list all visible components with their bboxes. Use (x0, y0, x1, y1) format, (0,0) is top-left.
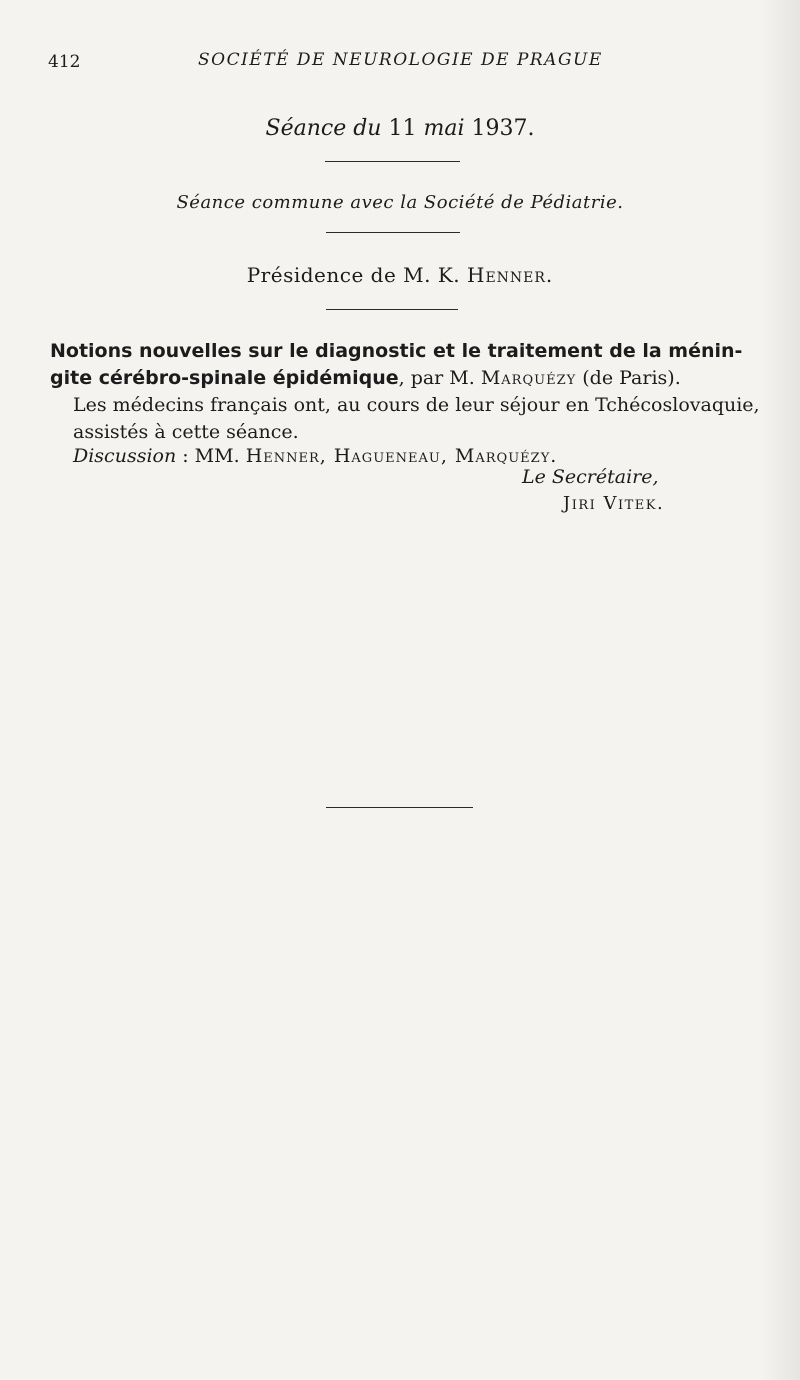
discussion-line (73, 443, 763, 470)
running-title: SOCIÉTÉ DE NEUROLOGIE DE PRAGUE (198, 50, 603, 70)
president-name: Henner. (467, 263, 554, 287)
session-month: mai (423, 116, 465, 141)
joint-session-line: Séance commune avec la Société de Pédiatrie. (176, 192, 624, 213)
discussion-separator: : MM. (176, 445, 240, 467)
presidency-line (0, 263, 800, 287)
divider-rule (326, 309, 458, 310)
session-title (0, 116, 800, 141)
signature-name: Jiri Vitek. (563, 493, 665, 514)
communication-title-bold: Notions nouvelles sur le diagnostic et le traitement de la ménin- gite cérébro-spinale épidémique (50, 340, 743, 389)
presidency-prefix: Présidence de M. K. (246, 263, 461, 287)
communication-by: , par M. (398, 367, 475, 389)
discussion-names: Henner, Hagueneau, Marquézy. (245, 445, 558, 467)
session-year: 1937. (471, 116, 535, 141)
discussion-label: Discussion (73, 445, 177, 467)
communication-author-origin: (de Paris). (582, 367, 681, 389)
session-title-prefix: Séance du (265, 116, 382, 141)
page-number: 412 (48, 52, 81, 72)
body-line: assistés à cette séance. (73, 421, 299, 443)
running-header (48, 48, 748, 78)
divider-rule (326, 232, 460, 233)
signature-role: Le Secrétaire, (522, 466, 659, 488)
communication-title (50, 338, 755, 392)
divider-rule (325, 161, 460, 162)
body-line: Les médecins français ont, au cours de leur séjour en Tchécoslovaquie, (73, 394, 760, 416)
end-divider-rule (326, 807, 473, 808)
communication-author: Marquézy (480, 367, 577, 389)
session-day: 11 (388, 116, 417, 141)
